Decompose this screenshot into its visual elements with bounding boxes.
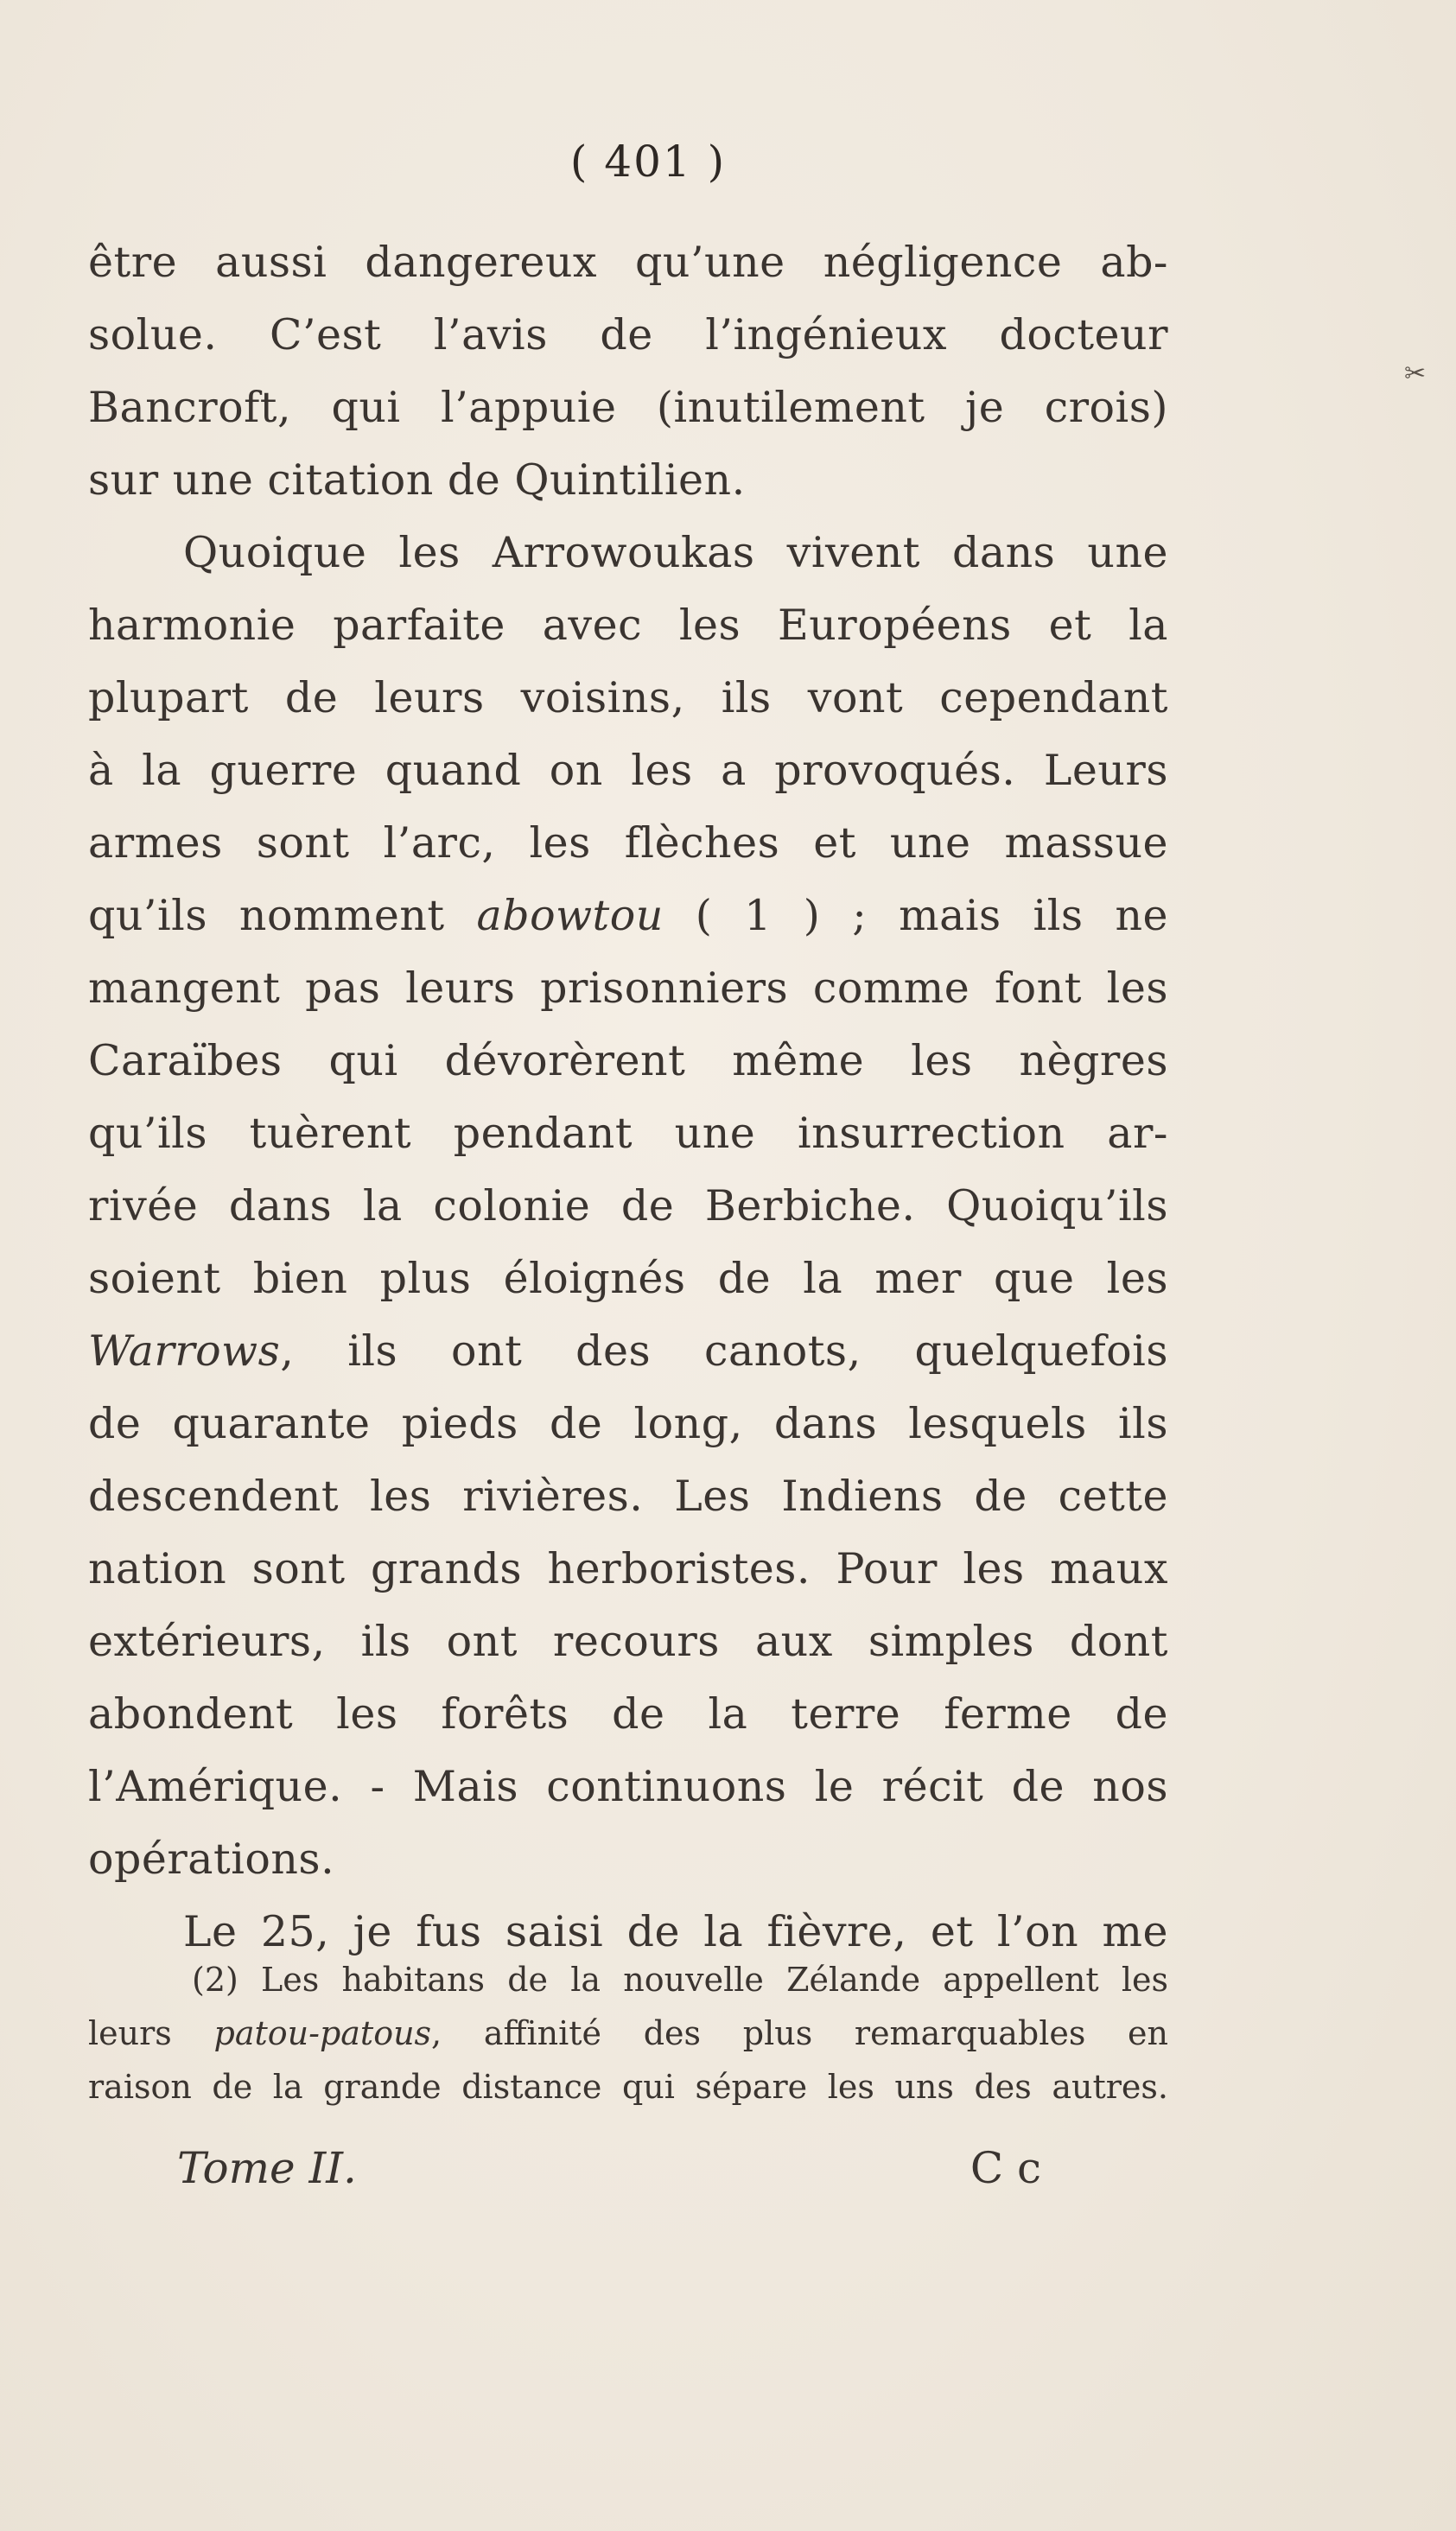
italic-term: abowtou xyxy=(476,891,664,940)
footnote-line xyxy=(88,2006,1168,2060)
text-line xyxy=(88,880,1168,952)
text-segment: , ils ont des canots, quelquefois xyxy=(280,1326,1168,1376)
text-segment: ( 1 ) ; mais ils ne xyxy=(663,891,1168,940)
text-line: armes sont l’arc, les flèches et une massue xyxy=(88,818,1168,868)
text-line: Quoique les Arrowoukas vivent dans une xyxy=(183,528,1168,577)
text-line: descendent les rivières. Les Indiens de cette xyxy=(88,1472,1168,1521)
text-line: sur une citation de Quintilien. xyxy=(88,455,746,505)
text-line: nation sont grands herboristes. Pour les maux xyxy=(88,1544,1168,1593)
text-line: opérations. xyxy=(88,1835,335,1884)
signature-mark: C c xyxy=(970,2143,1041,2193)
text-line: plupart de leurs voisins, ils vont cependant xyxy=(88,673,1168,722)
text-line: harmonie parfaite avec les Européens et la xyxy=(88,601,1168,650)
text-line: mangent pas leurs prisonniers comme font les xyxy=(88,963,1168,1013)
volume-label: Tome II. xyxy=(177,2143,357,2193)
page-number: ( 401 ) xyxy=(569,137,727,187)
text-line: rivée dans la colonie de Berbiche. Quoiqu’ils xyxy=(88,1181,1168,1231)
footnote-line: (2) Les habitans de la nouvelle Zélande appellent les xyxy=(192,1961,1168,1999)
main-text xyxy=(88,226,1168,1968)
text-line: extérieurs, ils ont recours aux simples dont xyxy=(88,1617,1168,1666)
footnote-line: raison de la grande distance qui sépare les uns des autres. xyxy=(88,2068,1168,2106)
signature-line xyxy=(177,2143,1041,2193)
text-line: qu’ils tuèrent pendant une insurrection ar- xyxy=(88,1109,1168,1158)
text-segment: leurs xyxy=(88,2014,214,2052)
text-line xyxy=(88,1315,1168,1388)
text-segment: qu’ils nomment xyxy=(88,891,477,940)
margin-mark: ✂ xyxy=(1404,359,1427,389)
text-line: de quarante pieds de long, dans lesquels ils xyxy=(88,1399,1168,1448)
text-line: soient bien plus éloignés de la mer que les xyxy=(88,1254,1168,1303)
text-line: Caraïbes qui dévorèrent même les nègres xyxy=(88,1036,1168,1085)
text-line: l’Amérique. - Mais continuons le récit de nos xyxy=(88,1762,1168,1811)
text-line: Le 25, je fus saisi de la fièvre, et l’on me xyxy=(183,1907,1168,1956)
italic-term: patou-patous xyxy=(213,2014,432,2052)
text-line: à la guerre quand on les a provoqués. Leurs xyxy=(88,746,1168,795)
text-line: abondent les forêts de la terre ferme de xyxy=(88,1689,1168,1739)
text-segment: , affinité des plus remarquables en xyxy=(431,2014,1168,2052)
italic-term: Warrows xyxy=(88,1326,281,1376)
text-line: être aussi dangereux qu’une négligence ab- xyxy=(88,238,1168,287)
text-line: Bancroft, qui l’appuie (inutilement je crois) xyxy=(88,383,1168,432)
text-line: solue. C’est l’avis de l’ingénieux docteur xyxy=(88,310,1168,359)
footnote xyxy=(88,1953,1168,2114)
